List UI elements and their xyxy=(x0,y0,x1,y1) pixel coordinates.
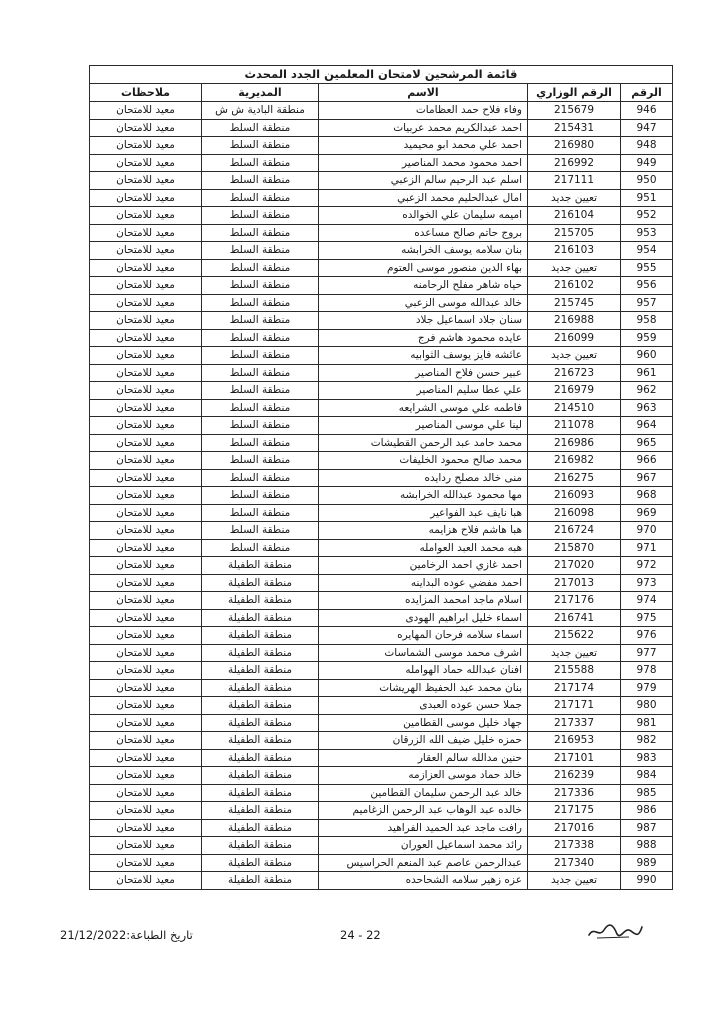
row-ministry-id: 216986 xyxy=(528,434,621,452)
table-row xyxy=(90,102,673,120)
row-number: 959 xyxy=(621,329,673,347)
row-name: عبدالرحمن عاصم عبد المنعم الحراسيس xyxy=(319,854,528,872)
row-name: اسلم عبد الرحيم سالم الزعبي xyxy=(319,172,528,190)
row-number: 960 xyxy=(621,347,673,365)
row-name: رافت ماجد عبد الحميد الفراهيد xyxy=(319,819,528,837)
header-notes: ملاحظات xyxy=(90,84,202,102)
table-row xyxy=(90,469,673,487)
row-name: عبير حسن فلاح المناصير xyxy=(319,364,528,382)
row-ministry-id: 211078 xyxy=(528,417,621,435)
row-directorate: منطقة السلط xyxy=(202,154,319,172)
table-row xyxy=(90,784,673,802)
row-notes: معيد للامتحان xyxy=(90,767,202,785)
row-number: 984 xyxy=(621,767,673,785)
row-name: محمد حامد عبد الرحمن القطيشات xyxy=(319,434,528,452)
row-ministry-id: 217176 xyxy=(528,592,621,610)
print-date: تاريخ الطباعة:21/12/2022 xyxy=(60,928,193,942)
row-directorate: منطقة السلط xyxy=(202,417,319,435)
row-number: 963 xyxy=(621,399,673,417)
table-row xyxy=(90,749,673,767)
row-ministry-id: 215705 xyxy=(528,224,621,242)
row-directorate: منطقة السلط xyxy=(202,399,319,417)
table-row xyxy=(90,819,673,837)
row-number: 950 xyxy=(621,172,673,190)
row-name: عائشه فايز يوسف الثوابيه xyxy=(319,347,528,365)
row-name: جملا حسن عوده العبدى xyxy=(319,697,528,715)
row-directorate: منطقة الطفيلة xyxy=(202,714,319,732)
table-row xyxy=(90,382,673,400)
table-row xyxy=(90,172,673,190)
row-number: 971 xyxy=(621,539,673,557)
row-number: 976 xyxy=(621,627,673,645)
row-notes: معيد للامتحان xyxy=(90,819,202,837)
row-directorate: منطقة السلط xyxy=(202,277,319,295)
row-directorate: منطقة الطفيلة xyxy=(202,574,319,592)
row-name: حنين مدالله سالم العقار xyxy=(319,749,528,767)
row-name: خالده عبد الوهاب عبد الرحمن الزغاميم xyxy=(319,802,528,820)
row-directorate: منطقة الطفيلة xyxy=(202,872,319,890)
row-directorate: منطقة السلط xyxy=(202,294,319,312)
row-ministry-id: 217338 xyxy=(528,837,621,855)
row-directorate: منطقة الطفيلة xyxy=(202,679,319,697)
table-row xyxy=(90,837,673,855)
row-name: مها محمود عبدالله الخرابشه xyxy=(319,487,528,505)
table-row xyxy=(90,609,673,627)
row-directorate: منطقة السلط xyxy=(202,137,319,155)
row-notes: معيد للامتحان xyxy=(90,504,202,522)
header-number: الرقم xyxy=(621,84,673,102)
table-row xyxy=(90,294,673,312)
row-ministry-id: 216979 xyxy=(528,382,621,400)
row-number: 980 xyxy=(621,697,673,715)
row-ministry-id: تعيين جديد xyxy=(528,347,621,365)
row-ministry-id: 216980 xyxy=(528,137,621,155)
row-notes: معيد للامتحان xyxy=(90,259,202,277)
row-ministry-id: 216102 xyxy=(528,277,621,295)
row-ministry-id: 216098 xyxy=(528,504,621,522)
row-directorate: منطقة الطفيلة xyxy=(202,697,319,715)
row-number: 961 xyxy=(621,364,673,382)
row-directorate: منطقة السلط xyxy=(202,522,319,540)
row-notes: معيد للامتحان xyxy=(90,137,202,155)
table-row xyxy=(90,487,673,505)
row-notes: معيد للامتحان xyxy=(90,382,202,400)
row-notes: معيد للامتحان xyxy=(90,399,202,417)
row-ministry-id: 217101 xyxy=(528,749,621,767)
table-row xyxy=(90,329,673,347)
table-row xyxy=(90,522,673,540)
row-number: 952 xyxy=(621,207,673,225)
row-ministry-id: تعيين جديد xyxy=(528,872,621,890)
row-directorate: منطقة السلط xyxy=(202,207,319,225)
row-number: 987 xyxy=(621,819,673,837)
row-directorate: منطقة الطفيلة xyxy=(202,732,319,750)
row-name: حمزه خليل ضيف الله الزرقان xyxy=(319,732,528,750)
row-notes: معيد للامتحان xyxy=(90,627,202,645)
row-directorate: منطقة السلط xyxy=(202,364,319,382)
row-name: عايده محمود هاشم فرج xyxy=(319,329,528,347)
table-row xyxy=(90,399,673,417)
row-ministry-id: 216992 xyxy=(528,154,621,172)
row-ministry-id: 217174 xyxy=(528,679,621,697)
row-ministry-id: 217175 xyxy=(528,802,621,820)
row-number: 948 xyxy=(621,137,673,155)
row-ministry-id: 215745 xyxy=(528,294,621,312)
row-ministry-id: 216239 xyxy=(528,767,621,785)
row-notes: معيد للامتحان xyxy=(90,277,202,295)
row-directorate: منطقة الطفيلة xyxy=(202,662,319,680)
row-number: 969 xyxy=(621,504,673,522)
row-number: 975 xyxy=(621,609,673,627)
row-notes: معيد للامتحان xyxy=(90,539,202,557)
table-row xyxy=(90,154,673,172)
row-number: 986 xyxy=(621,802,673,820)
row-directorate: منطقة الطفيلة xyxy=(202,784,319,802)
row-number: 964 xyxy=(621,417,673,435)
row-name: اسلام ماجد امحمد المزايده xyxy=(319,592,528,610)
row-notes: معيد للامتحان xyxy=(90,557,202,575)
row-notes: معيد للامتحان xyxy=(90,312,202,330)
page-range: 24 - 22 xyxy=(340,928,381,942)
row-number: 958 xyxy=(621,312,673,330)
row-notes: معيد للامتحان xyxy=(90,119,202,137)
row-ministry-id: 215870 xyxy=(528,539,621,557)
row-name: بروج حاتم صالح مساعده xyxy=(319,224,528,242)
row-number: 990 xyxy=(621,872,673,890)
row-ministry-id: 216953 xyxy=(528,732,621,750)
row-name: اشرف محمد موسى الشماسات xyxy=(319,644,528,662)
row-notes: معيد للامتحان xyxy=(90,714,202,732)
table-row xyxy=(90,714,673,732)
table-row xyxy=(90,242,673,260)
signature-image xyxy=(585,920,645,942)
row-directorate: منطقة السلط xyxy=(202,539,319,557)
table-row xyxy=(90,644,673,662)
row-ministry-id: 215431 xyxy=(528,119,621,137)
table-row xyxy=(90,872,673,890)
row-notes: معيد للامتحان xyxy=(90,469,202,487)
row-directorate: منطقة السلط xyxy=(202,242,319,260)
row-name: هبا هاشم فلاح هزايمه xyxy=(319,522,528,540)
row-directorate: منطقة السلط xyxy=(202,487,319,505)
row-name: اميمه سليمان علي الخوالده xyxy=(319,207,528,225)
row-notes: معيد للامتحان xyxy=(90,574,202,592)
header-row xyxy=(90,84,673,102)
header-directorate: المديرية xyxy=(202,84,319,102)
row-directorate: منطقة السلط xyxy=(202,382,319,400)
row-number: 955 xyxy=(621,259,673,277)
row-number: 956 xyxy=(621,277,673,295)
table-row xyxy=(90,452,673,470)
row-ministry-id: 216103 xyxy=(528,242,621,260)
row-notes: معيد للامتحان xyxy=(90,802,202,820)
row-name: احمد مفضي عوده البداينه xyxy=(319,574,528,592)
table-row xyxy=(90,539,673,557)
table-row xyxy=(90,434,673,452)
row-name: رائد محمد اسماعيل العوران xyxy=(319,837,528,855)
row-name: جهاد خليل موسى القطامين xyxy=(319,714,528,732)
table-row xyxy=(90,207,673,225)
row-name: احمد غازي احمد الرخامين xyxy=(319,557,528,575)
row-ministry-id: 214510 xyxy=(528,399,621,417)
table-row xyxy=(90,627,673,645)
row-ministry-id: 216093 xyxy=(528,487,621,505)
row-name: حياه شاهر مفلح الرحامنه xyxy=(319,277,528,295)
row-notes: معيد للامتحان xyxy=(90,224,202,242)
row-name: هبا نايف عبد الفواعير xyxy=(319,504,528,522)
row-name: لينا علي موسى المناصير xyxy=(319,417,528,435)
row-ministry-id: تعيين جديد xyxy=(528,259,621,277)
row-name: بنان محمد عبد الحفيظ الهريشات xyxy=(319,679,528,697)
row-name: سنان جلاد اسماعيل جلاد xyxy=(319,312,528,330)
row-ministry-id: 216988 xyxy=(528,312,621,330)
row-directorate: منطقة الطفيلة xyxy=(202,767,319,785)
row-number: 965 xyxy=(621,434,673,452)
row-notes: معيد للامتحان xyxy=(90,609,202,627)
row-notes: معيد للامتحان xyxy=(90,154,202,172)
row-notes: معيد للامتحان xyxy=(90,102,202,120)
row-ministry-id: 216275 xyxy=(528,469,621,487)
row-notes: معيد للامتحان xyxy=(90,172,202,190)
table-row xyxy=(90,504,673,522)
row-name: امال عبدالحليم محمد الزعبي xyxy=(319,189,528,207)
row-notes: معيد للامتحان xyxy=(90,242,202,260)
header-name: الاسم xyxy=(319,84,528,102)
row-ministry-id: 216724 xyxy=(528,522,621,540)
row-directorate: منطقة الطفيلة xyxy=(202,557,319,575)
row-directorate: منطقة السلط xyxy=(202,224,319,242)
row-ministry-id: 217340 xyxy=(528,854,621,872)
row-notes: معيد للامتحان xyxy=(90,749,202,767)
row-directorate: منطقة السلط xyxy=(202,189,319,207)
row-directorate: منطقة الطفيلة xyxy=(202,802,319,820)
row-number: 953 xyxy=(621,224,673,242)
row-name: محمد صالح محمود الخليفات xyxy=(319,452,528,470)
row-number: 982 xyxy=(621,732,673,750)
row-notes: معيد للامتحان xyxy=(90,837,202,855)
row-name: فاطمه علي موسى الشرايعه xyxy=(319,399,528,417)
table-row xyxy=(90,277,673,295)
row-ministry-id: 216104 xyxy=(528,207,621,225)
row-number: 966 xyxy=(621,452,673,470)
row-number: 947 xyxy=(621,119,673,137)
row-directorate: منطقة الطفيلة xyxy=(202,837,319,855)
row-ministry-id: تعيين جديد xyxy=(528,189,621,207)
row-ministry-id: 217016 xyxy=(528,819,621,837)
document-title: قائمة المرشحين لامتحان المعلمين الجدد المحدث xyxy=(89,65,673,83)
row-number: 974 xyxy=(621,592,673,610)
row-ministry-id: 216982 xyxy=(528,452,621,470)
row-number: 973 xyxy=(621,574,673,592)
row-number: 985 xyxy=(621,784,673,802)
row-notes: معيد للامتحان xyxy=(90,294,202,312)
row-directorate: منطقة السلط xyxy=(202,172,319,190)
table-row xyxy=(90,347,673,365)
row-notes: معيد للامتحان xyxy=(90,434,202,452)
row-name: افنان عبدالله حماد الهوامله xyxy=(319,662,528,680)
row-number: 951 xyxy=(621,189,673,207)
row-ministry-id: 217171 xyxy=(528,697,621,715)
row-name: اسماء سلامه فرحان المهايره xyxy=(319,627,528,645)
row-notes: معيد للامتحان xyxy=(90,592,202,610)
table-row xyxy=(90,189,673,207)
row-directorate: منطقة السلط xyxy=(202,452,319,470)
row-directorate: منطقة السلط xyxy=(202,119,319,137)
table-row xyxy=(90,417,673,435)
row-notes: معيد للامتحان xyxy=(90,487,202,505)
table-row xyxy=(90,137,673,155)
table-row xyxy=(90,854,673,872)
row-number: 988 xyxy=(621,837,673,855)
table-row xyxy=(90,802,673,820)
row-ministry-id: 217020 xyxy=(528,557,621,575)
row-number: 981 xyxy=(621,714,673,732)
row-name: احمد عبدالكريم محمد عربيات xyxy=(319,119,528,137)
row-number: 979 xyxy=(621,679,673,697)
header-ministry-id: الرقم الوزاري xyxy=(528,84,621,102)
row-notes: معيد للامتحان xyxy=(90,732,202,750)
row-notes: معيد للامتحان xyxy=(90,364,202,382)
row-ministry-id: 217337 xyxy=(528,714,621,732)
row-number: 972 xyxy=(621,557,673,575)
row-number: 983 xyxy=(621,749,673,767)
row-name: خالد عبدالله موسى الزعبي xyxy=(319,294,528,312)
table-row xyxy=(90,662,673,680)
row-notes: معيد للامتحان xyxy=(90,522,202,540)
row-name: علي عطا سليم المناصير xyxy=(319,382,528,400)
table-row xyxy=(90,224,673,242)
row-directorate: منطقة الطفيلة xyxy=(202,819,319,837)
table-row xyxy=(90,364,673,382)
table-row xyxy=(90,574,673,592)
row-ministry-id: 216099 xyxy=(528,329,621,347)
row-directorate: منطقة السلط xyxy=(202,434,319,452)
row-directorate: منطقة السلط xyxy=(202,347,319,365)
row-notes: معيد للامتحان xyxy=(90,872,202,890)
row-ministry-id: تعيين جديد xyxy=(528,644,621,662)
row-notes: معيد للامتحان xyxy=(90,854,202,872)
row-directorate: منطقة الطفيلة xyxy=(202,592,319,610)
table-row xyxy=(90,312,673,330)
row-notes: معيد للامتحان xyxy=(90,417,202,435)
row-notes: معيد للامتحان xyxy=(90,347,202,365)
row-ministry-id: 215679 xyxy=(528,102,621,120)
row-number: 949 xyxy=(621,154,673,172)
row-directorate: منطقة الطفيلة xyxy=(202,627,319,645)
row-directorate: منطقة الطفيلة xyxy=(202,609,319,627)
candidates-table xyxy=(89,65,673,890)
row-notes: معيد للامتحان xyxy=(90,452,202,470)
row-name: خالد حماد موسى العزازمه xyxy=(319,767,528,785)
row-directorate: منطقة السلط xyxy=(202,469,319,487)
row-name: وفاء فلاح حمد العظامات xyxy=(319,102,528,120)
row-name: هبه محمد العبد العوامله xyxy=(319,539,528,557)
row-number: 977 xyxy=(621,644,673,662)
row-directorate: منطقة الطفيلة xyxy=(202,644,319,662)
row-notes: معيد للامتحان xyxy=(90,697,202,715)
row-name: بهاء الدين منصور موسى العتوم xyxy=(319,259,528,277)
row-number: 962 xyxy=(621,382,673,400)
table-row xyxy=(90,732,673,750)
row-number: 957 xyxy=(621,294,673,312)
table-body xyxy=(90,102,673,890)
row-directorate: منطقة السلط xyxy=(202,312,319,330)
row-number: 954 xyxy=(621,242,673,260)
row-name: عزه زهير سلامه الشحاحده xyxy=(319,872,528,890)
row-number: 970 xyxy=(621,522,673,540)
row-notes: معيد للامتحان xyxy=(90,189,202,207)
row-notes: معيد للامتحان xyxy=(90,784,202,802)
row-number: 968 xyxy=(621,487,673,505)
row-number: 978 xyxy=(621,662,673,680)
row-directorate: منطقة البادية ش ش xyxy=(202,102,319,120)
row-number: 989 xyxy=(621,854,673,872)
row-notes: معيد للامتحان xyxy=(90,644,202,662)
row-ministry-id: 215588 xyxy=(528,662,621,680)
table-row xyxy=(90,557,673,575)
row-name: اسماء خليل ابراهيم الهودى xyxy=(319,609,528,627)
table-row xyxy=(90,767,673,785)
row-ministry-id: 217336 xyxy=(528,784,621,802)
row-notes: معيد للامتحان xyxy=(90,679,202,697)
table-row xyxy=(90,679,673,697)
table-row xyxy=(90,592,673,610)
row-ministry-id: 216723 xyxy=(528,364,621,382)
row-name: خالد عبد الرحمن سليمان القطامين xyxy=(319,784,528,802)
row-ministry-id: 216741 xyxy=(528,609,621,627)
row-notes: معيد للامتحان xyxy=(90,329,202,347)
row-number: 946 xyxy=(621,102,673,120)
row-directorate: منطقة السلط xyxy=(202,259,319,277)
row-directorate: منطقة السلط xyxy=(202,504,319,522)
row-directorate: منطقة الطفيلة xyxy=(202,854,319,872)
table-row xyxy=(90,259,673,277)
row-ministry-id: 217111 xyxy=(528,172,621,190)
row-number: 967 xyxy=(621,469,673,487)
row-directorate: منطقة السلط xyxy=(202,329,319,347)
row-name: بنان سلامه يوسف الخرابشه xyxy=(319,242,528,260)
table-row xyxy=(90,119,673,137)
table-row xyxy=(90,697,673,715)
row-notes: معيد للامتحان xyxy=(90,662,202,680)
row-directorate: منطقة الطفيلة xyxy=(202,749,319,767)
row-ministry-id: 215622 xyxy=(528,627,621,645)
row-ministry-id: 217013 xyxy=(528,574,621,592)
row-name: احمد محمود محمد المناصير xyxy=(319,154,528,172)
row-name: احمد علي محمد ابو محيميد xyxy=(319,137,528,155)
row-name: منى خالد مصلح ردايده xyxy=(319,469,528,487)
row-notes: معيد للامتحان xyxy=(90,207,202,225)
